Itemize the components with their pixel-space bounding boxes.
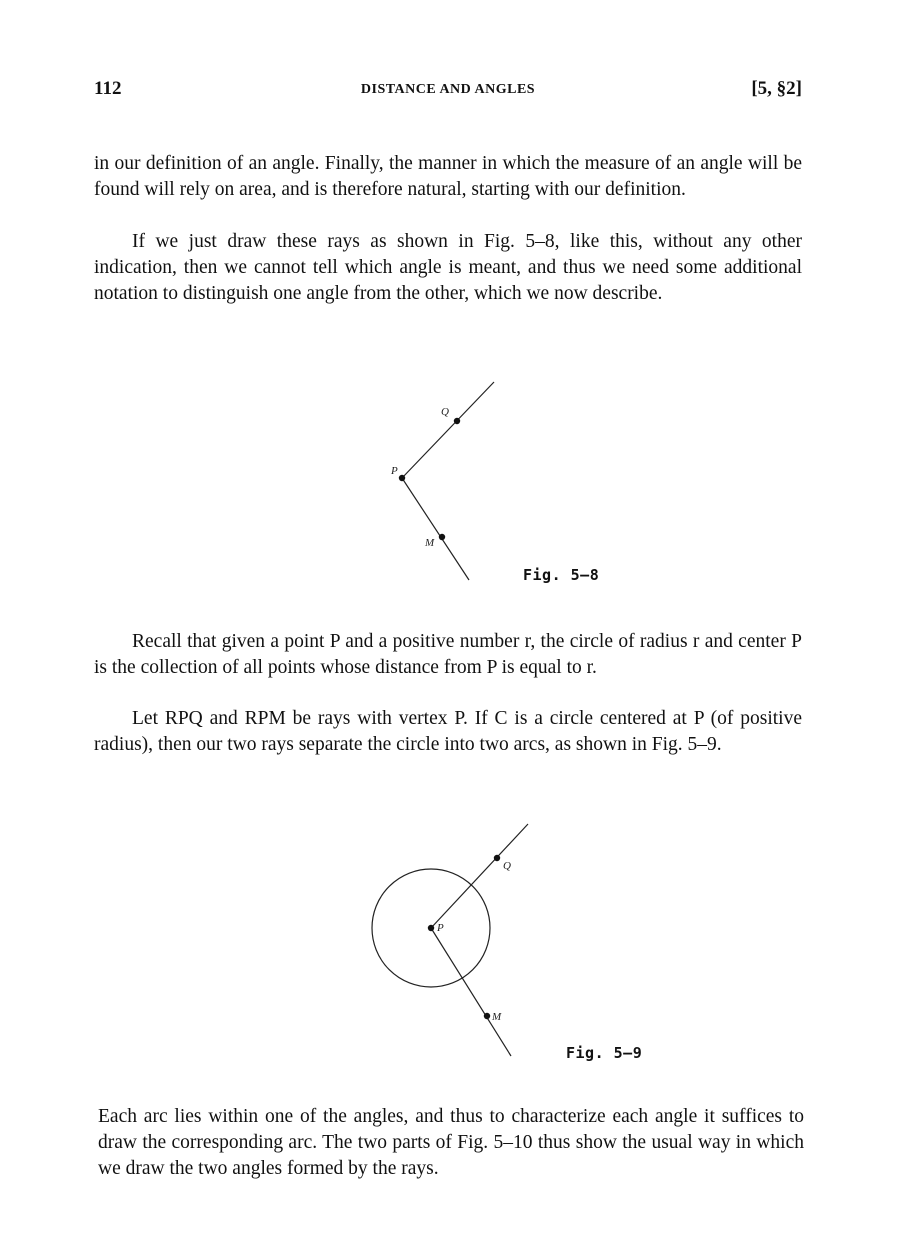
paragraph-4: Let RPQ and RPM be rays with vertex P. If C is a circle centered at P (of positive radius), then our two rays separate the circle into two arcs, as shown in Fig. 5–9. bbox=[94, 708, 802, 755]
point-q bbox=[454, 418, 460, 424]
label-m: M bbox=[492, 1011, 502, 1023]
paragraph-1: in our definition of an angle. Finally, the manner in which the measure of an angle will be found will rely on area, and is therefore natural, starting with our definition. bbox=[94, 153, 802, 200]
page-number: 112 bbox=[94, 78, 122, 99]
figure-5-9-diagram bbox=[372, 824, 528, 1056]
point-m bbox=[439, 534, 445, 540]
figure-5-8-diagram bbox=[390, 382, 494, 580]
point-p bbox=[399, 475, 405, 481]
ray-pm bbox=[431, 928, 511, 1056]
label-p: P bbox=[437, 922, 444, 934]
paragraph-3: Recall that given a point P and a positive number r, the circle of radius r and center P is the collection of all points whose distance from P is equal to r. bbox=[94, 631, 802, 678]
ray-pm bbox=[402, 478, 469, 580]
label-p: P bbox=[391, 465, 398, 477]
ray-pq bbox=[402, 382, 494, 478]
figure-5-8-caption: Fig. 5–8 bbox=[523, 566, 600, 584]
point-p bbox=[428, 925, 434, 931]
label-q: Q bbox=[503, 860, 511, 872]
label-m: M bbox=[425, 537, 435, 549]
ray-pq bbox=[431, 824, 528, 928]
point-q bbox=[494, 855, 500, 861]
section-reference: [5, §2] bbox=[751, 78, 802, 99]
label-q: Q bbox=[441, 406, 449, 418]
figure-5-9-caption: Fig. 5–9 bbox=[566, 1044, 643, 1062]
running-title: DISTANCE AND ANGLES bbox=[360, 82, 536, 97]
point-m bbox=[484, 1013, 490, 1019]
paragraph-5: Each arc lies within one of the angles, and thus to characterize each angle it suffices to draw the corresponding arc. The two parts of Fig. 5–10 thus show the usual way in which we draw the two angles formed by the rays. bbox=[98, 1106, 804, 1179]
paragraph-2: If we just draw these rays as shown in Fig. 5–8, like this, without any other indication, then we cannot tell which angle is meant, and thus we need some additional notation to distinguish one angle from the other, which we now describe. bbox=[94, 231, 802, 304]
